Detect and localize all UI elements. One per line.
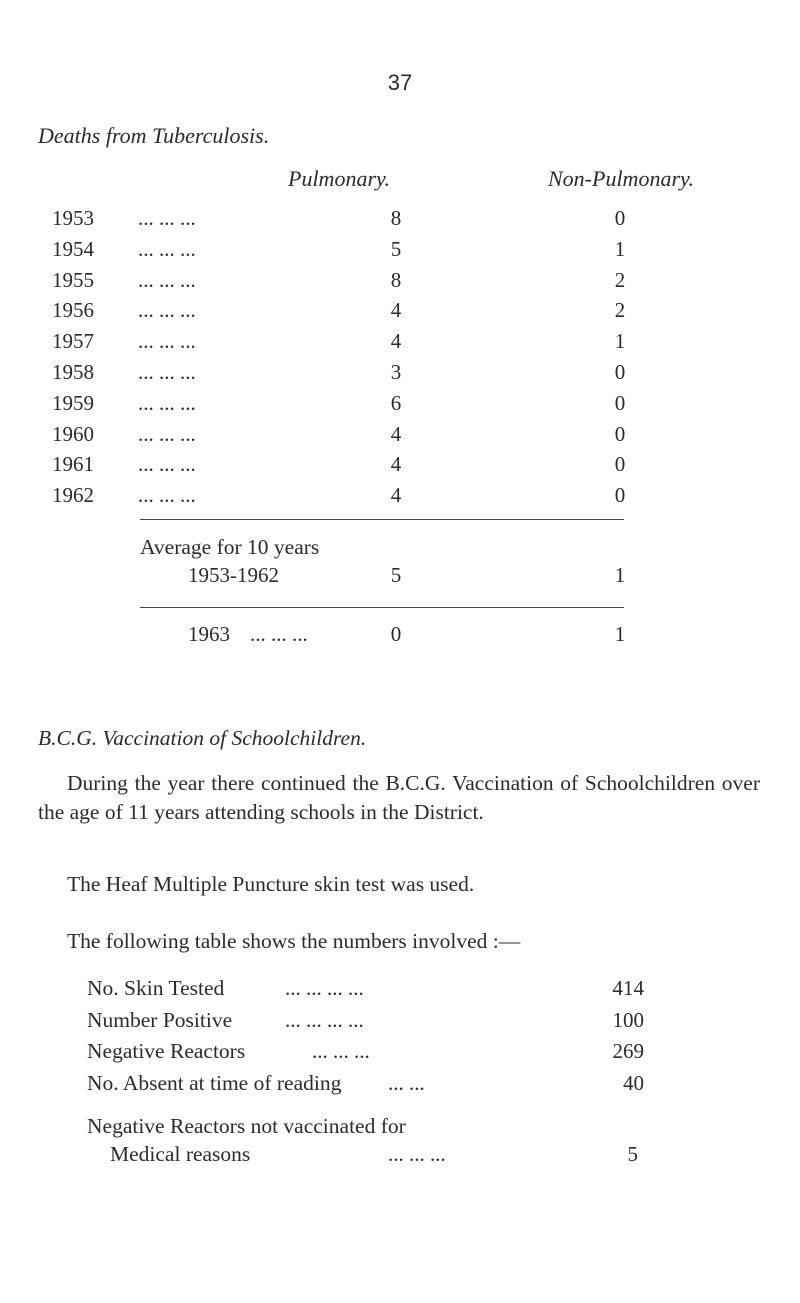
bcg-last-item-line1: Negative Reactors not vaccinated for bbox=[87, 1114, 406, 1138]
bcg-item-value: 40 bbox=[623, 1071, 644, 1095]
table-row-non-pulmonary: 0 bbox=[614, 360, 626, 384]
bcg-paragraph-1: During the year there continued the B.C.G. Vaccination of Schoolchildren over the age of 11 years attending schools in the District. bbox=[38, 771, 760, 824]
dot-leader: ... ... ... bbox=[138, 329, 196, 353]
bcg-item-label: Negative Reactors bbox=[87, 1039, 246, 1063]
bcg-paragraph-2: The Heaf Multiple Puncture skin test was used. bbox=[67, 872, 475, 896]
page-number: 37 bbox=[387, 70, 413, 95]
bcg-last-item-value: 5 bbox=[627, 1142, 638, 1166]
dot-leader: ... ... ... bbox=[138, 422, 196, 446]
table-row-year: 1958 bbox=[52, 360, 94, 384]
table-row-year: 1956 bbox=[52, 298, 94, 322]
table-row-year: 1954 bbox=[52, 237, 94, 261]
current-non-pulmonary: 1 bbox=[614, 622, 626, 646]
bcg-item-value: 100 bbox=[612, 1008, 644, 1032]
dot-leader: ... ... ... ... bbox=[285, 976, 364, 1000]
dot-leader: ... ... bbox=[388, 1071, 425, 1095]
table-row-pulmonary: 8 bbox=[390, 206, 402, 230]
dot-leader: ... ... ... ... bbox=[285, 1008, 364, 1032]
table-row-pulmonary: 6 bbox=[390, 391, 402, 415]
average-period: 1953-1962 bbox=[188, 563, 279, 587]
current-pulmonary: 0 bbox=[390, 622, 402, 646]
dot-leader: ... ... ... bbox=[138, 237, 196, 261]
column-header-non-pulmonary: Non-Pulmonary. bbox=[548, 166, 695, 191]
table-row-year: 1961 bbox=[52, 452, 94, 476]
bcg-last-item-line2: Medical reasons bbox=[110, 1142, 251, 1166]
table-row-non-pulmonary: 2 bbox=[614, 298, 626, 322]
table-row-pulmonary: 4 bbox=[390, 483, 402, 507]
table-row-non-pulmonary: 2 bbox=[614, 268, 626, 292]
table-row-non-pulmonary: 0 bbox=[614, 391, 626, 415]
table-row-year: 1957 bbox=[52, 329, 94, 353]
bcg-item-value: 269 bbox=[612, 1039, 644, 1063]
dot-leader: ... ... ... bbox=[312, 1039, 370, 1063]
average-label: Average for 10 years bbox=[140, 535, 320, 559]
table-row-pulmonary: 8 bbox=[390, 268, 402, 292]
table-divider bbox=[140, 519, 624, 520]
table-row-pulmonary: 3 bbox=[390, 360, 402, 384]
table-row-non-pulmonary: 0 bbox=[614, 206, 626, 230]
table-row-year: 1960 bbox=[52, 422, 94, 446]
table-row-non-pulmonary: 0 bbox=[614, 452, 626, 476]
table-row-pulmonary: 4 bbox=[390, 298, 402, 322]
bcg-paragraph-3: The following table shows the numbers involved :— bbox=[67, 929, 521, 953]
dot-leader: ... ... ... bbox=[138, 268, 196, 292]
dot-leader: ... ... ... bbox=[138, 483, 196, 507]
average-non-pulmonary: 1 bbox=[614, 563, 626, 587]
tb-section-title: Deaths from Tuberculosis. bbox=[38, 123, 270, 148]
table-row-pulmonary: 5 bbox=[390, 237, 402, 261]
dot-leader: ... ... ... bbox=[250, 622, 308, 646]
dot-leader: ... ... ... bbox=[138, 298, 196, 322]
table-row-non-pulmonary: 1 bbox=[614, 237, 626, 261]
table-row-pulmonary: 4 bbox=[390, 422, 402, 446]
dot-leader: ... ... ... bbox=[388, 1142, 446, 1166]
table-row-pulmonary: 4 bbox=[390, 329, 402, 353]
table-row-year: 1955 bbox=[52, 268, 94, 292]
table-divider bbox=[140, 607, 624, 608]
column-header-pulmonary: Pulmonary. bbox=[288, 166, 391, 191]
bcg-item-value: 414 bbox=[612, 976, 644, 1000]
table-row-non-pulmonary: 1 bbox=[614, 329, 626, 353]
average-pulmonary: 5 bbox=[390, 563, 402, 587]
bcg-item-label: No. Skin Tested bbox=[87, 976, 225, 1000]
table-row-non-pulmonary: 0 bbox=[614, 422, 626, 446]
dot-leader: ... ... ... bbox=[138, 360, 196, 384]
bcg-section-title: B.C.G. Vaccination of Schoolchildren. bbox=[38, 726, 367, 750]
table-row-non-pulmonary: 0 bbox=[614, 483, 626, 507]
table-row-pulmonary: 4 bbox=[390, 452, 402, 476]
table-row-year: 1953 bbox=[52, 206, 94, 230]
table-row-year: 1962 bbox=[52, 483, 94, 507]
table-row-year: 1959 bbox=[52, 391, 94, 415]
dot-leader: ... ... ... bbox=[138, 452, 196, 476]
dot-leader: ... ... ... bbox=[138, 391, 196, 415]
bcg-item-label: Number Positive bbox=[87, 1008, 233, 1032]
dot-leader: ... ... ... bbox=[138, 206, 196, 230]
current-year: 1963 bbox=[188, 622, 230, 646]
bcg-item-label: No. Absent at time of reading bbox=[87, 1071, 342, 1095]
